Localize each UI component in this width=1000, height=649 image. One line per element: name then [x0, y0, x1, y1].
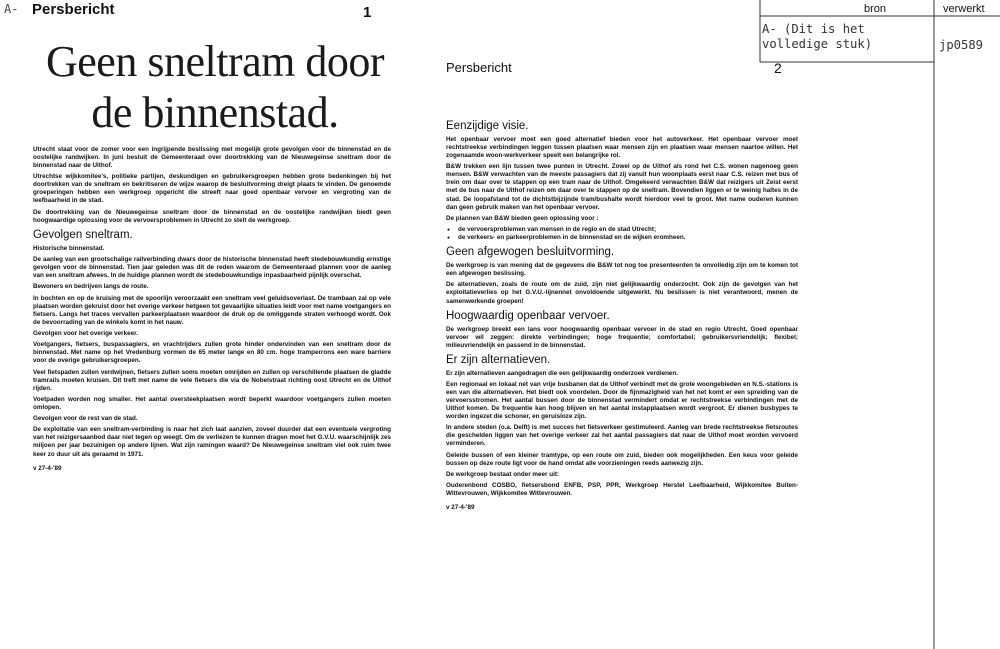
page-number: 1: [363, 4, 372, 21]
source-note: A- (Dit is het volledige stuk): [762, 22, 873, 51]
paragraph: Ouderenbond COSBO, fietsersbond ENFB, PSP, PPR, Werkgroep Herstel Leefbaarheid, Wijkkomitee Buiten-Wittevrouwen, Wijkkomitee Wittevrouwen.: [446, 482, 798, 498]
source-code: A-: [4, 2, 19, 16]
paragraph: De werkgroep bestaat onder meer uit:: [446, 470, 560, 478]
section-heading: Hoogwaardig openbaar vervoer.: [446, 309, 610, 322]
headline-line: Geen sneltram door: [46, 37, 384, 86]
page-number: 2: [774, 60, 782, 76]
paragraph: Het openbaar vervoer moet een goed alternatief bieden voor het autoverkeer. Het openbaar vervoer moet rechtstreekse verbindingen leggen tussen plaatsen waar mensen zijn en plaatsen waar mensen naartoe willen. Het zogenaamde woon-werkverkeer speelt een belangrijke rol.: [446, 136, 798, 160]
section-heading: Geen afgewogen besluitvorming.: [446, 246, 615, 259]
bullet-list: [446, 226, 798, 242]
list-item: ● de verkeers- en parkeerproblemen in de binnenstad en de wijken eromheen.: [458, 234, 798, 242]
paragraph: De aanleg van een grootschalige railverbinding dwars door de historische binnenstad heeft stedebouwkundig ernstige gevolgen voor de binnenstad. Tien jaar geleden was dit de reden waarom de Gemeenteraad plannen voor de aanleg van een sneltram afwees. In de huidige plannen wordt de stedebouwkundige inpasbaarheid pijnlijk overschat.: [33, 256, 391, 280]
subheading: Historische binnenstad.: [33, 244, 105, 252]
intro-paragraph: De doortrekking van de Nieuwegeinse sneltram door de binnenstad en de oostelijke randwijken biedt geen hoogwaardige oplossing voor de vervoersproblemen in Utrecht zo stelt de werkgroep.: [33, 208, 391, 224]
intro-paragraph: Utrechtse wijkkomitee's, politieke partijen, deskundigen en gebruikersgroepen hebben grote bedenkingen bij het doortrekken van de sneltram en bekritiseren de wijze waarop de besluitvorming dreigt plaats te vinden. De genoemde groeperingen hebben een werkgroep opgericht die streeft naar goed openbaar vervoer en vergroting van de leefbaarheid in de stad.: [33, 173, 391, 205]
date-stamp: v 27-4-'89: [33, 464, 62, 472]
paragraph: De alternatieven, zoals de route om de zuid, zijn niet gelijkwaardig onderzocht. Ook zijn de gevolgen van het exploitatieverlies op het G.V.U.-lijnennet onvoldoende uitgewerkt. Nu beslissen is niet verantwoord, menen de samenwerkende groepen!: [446, 281, 798, 305]
subheading: Bewoners en bedrijven langs de route.: [33, 283, 149, 291]
section-heading: Er zijn alternatieven.: [446, 353, 551, 366]
paragraph: Geleide bussen of een kleiner tramtype, op een route om zuid, bieden ook mogelijkheden. Een keus voor geleide bussen op deze route ligt voor de hand omdat alle voorzieningen reeds aanwezig zijn.: [446, 451, 798, 467]
paragraph: Voetgangers, fietsers, buspassagiers, en vrachtrijders zullen grote hinder ondervinden van een sneltram door de binnenstad. Met name op het Vredenburg vormen de 65 meter lange en 80 cm. hoge tramperrons een ware barriere voor de overige gebruikersgroepen.: [33, 341, 391, 365]
date-stamp: v 27-4-'89: [446, 504, 475, 512]
paragraph: Een regionaal en lokaal net van vrije busbanen dat de Uithof verbindt met de grote woongebieden en N.S.-stations is een van die alternatieven. Het biedt ook voordelen. Door de fijnmazigheid van het net komt er een spreiding van de vervoersstromen. Het aantal bussen door de binnenstad vermindert omdat er rechtstreekse verbindingen met de Uithof komen. De frequentie kan hoog blijven en het aantal instapplaatsen wordt vergroot. Er dienen busbypes te worden ingezet die schoner, en geruisloze zijn.: [446, 380, 798, 421]
paragraph: Er zijn alternatieven aangedragen die een gelijkwaardig onderzoek verdienen.: [446, 369, 679, 377]
paragraph: De exploitatie van een sneltram-verbinding is naar het zich laat aanzien, zoveel duurder dat een eventuele vergroting van het reizigersaanbod daar niet tegen op weegt. Om de verliezen te kunnen dragen moet het G.V.U. waarschijnlijk zes miljoen per jaar bezuinigen op andere lijnen. Wat zijn ramingen waard? De Nieuwegeinse sneltram viel ook ruim twee keer zo duur uit als geraamd in 1971.: [33, 426, 391, 458]
page1-body: [33, 146, 391, 476]
archive-code: jp0589: [939, 38, 984, 52]
column-header-bron: bron: [864, 3, 887, 15]
paragraph: B&W trekken een lijn tussen twee punten in Utrecht. Zowel op de Uithof als rond het C.S. wonen nagenoeg geen mensen. B&W verwachten van de meeste passagiers dat zij vanuit hun woonplaats eerst naar C.S. reizen met bus of trein om daar over te stappen op een tram naar de Uithof. Omgekeerd verwachten B&W dat reizigers uit Zeist eerst met de bus naar de Uithof reizen om daar over te stappen op de sneltram. Bovendien liggen er te weinig haltes in de stad. De loopafstand tot de dichtstbijzijnde tram/bushalte wordt hierdoor veel te groot. Met name ouderen kunnen dan geen gebruik maken van het openbaar vervoer.: [446, 163, 798, 211]
paragraph: De werkgroep is van mening dat de gegevens die B&W tot nog toe presenteerden te onvolledig zijn om te komen tot een afgewogen beslissing.: [446, 262, 798, 278]
paragraph: De plannen van B&W bieden geen oplossing voor :: [446, 214, 599, 222]
paragraph: In andere steden (o.a. Delft) is met succes het fietsverkeer gestimuleerd. Aanleg van brede rechtstreekse fietsroutes die geschelden liggen van het overige verkeer zal het aantal passagiers dat naar de Uithof moet worden vervoerd verminderen.: [446, 424, 798, 448]
section-heading: Eenzijdige visie.: [446, 120, 529, 132]
paragraph: In bochten en op de kruising met de spoorlijn veroorzaakt een sneltram veel geluidsoverlast. De trambaan zal op vele plaatsen worden gekruist door het overige verkeer hetgeen tot gevaarlijke situaties leidt voor met name voetgangers en fietsers. Langs het traces vervallen parkeerplaatsen waardoor de druk op de omliggende straten verhoogd wordt. Ook de bevoorrading van de winkels komt in het nauw.: [33, 294, 391, 326]
subheading: Gevolgen voor de rest van de stad.: [33, 415, 138, 423]
paragraph: Veel fietspaden zullen verdwijnen, fietsers zullen soms moeten omrijden en zullen op verschillende plaatsen de gladde tramrails moeten kruisen. Dit treft met name de vele fietsers die via de Nobelstraat richting oost Utrecht en de Uithof rijden.: [33, 368, 391, 392]
paragraph: De werkgroep breekt een lans voor hoogwaardig openbaar vervoer in de stad en regio Utrecht. Goed openbaar vervoer wil zeggen: direkte verbindingen; hoge frequentie; comfortabel; gebruikersvriendelijk; flexibel; milieuvriendelijk en passend in de binnenstad.: [446, 325, 798, 349]
column-header-verwerkt: verwerkt: [943, 3, 985, 15]
subheading: Gevolgen voor het overige verkeer.: [33, 329, 138, 337]
list-item: ● de vervoersproblemen van mensen in de regio en de stad Utrecht;: [458, 226, 798, 234]
page2-body: [446, 116, 798, 516]
press-release-label: Persbericht: [32, 1, 115, 18]
paragraph: Voetpaden worden nog smaller. Het aantal oversteekplaatsen wordt beperkt waardoor voetgangers zullen moeten omlopen.: [33, 395, 391, 411]
headline-line: de binnenstad.: [91, 88, 339, 137]
press-release-label: Persbericht: [446, 60, 512, 75]
section-heading: Gevolgen sneltram.: [33, 228, 133, 241]
intro-paragraph: Utrecht staat voor de zomer voor een ingrijpende beslissing met mogelijk grote gevolgen voor de binnenstad en de oostelijke randwijken. In juni besluit de Gemeenteraad over doortrekking van de Nieuwegeinse sneltram door de binnenstad naar de Uithof.: [33, 146, 391, 170]
headline: [20, 36, 410, 138]
